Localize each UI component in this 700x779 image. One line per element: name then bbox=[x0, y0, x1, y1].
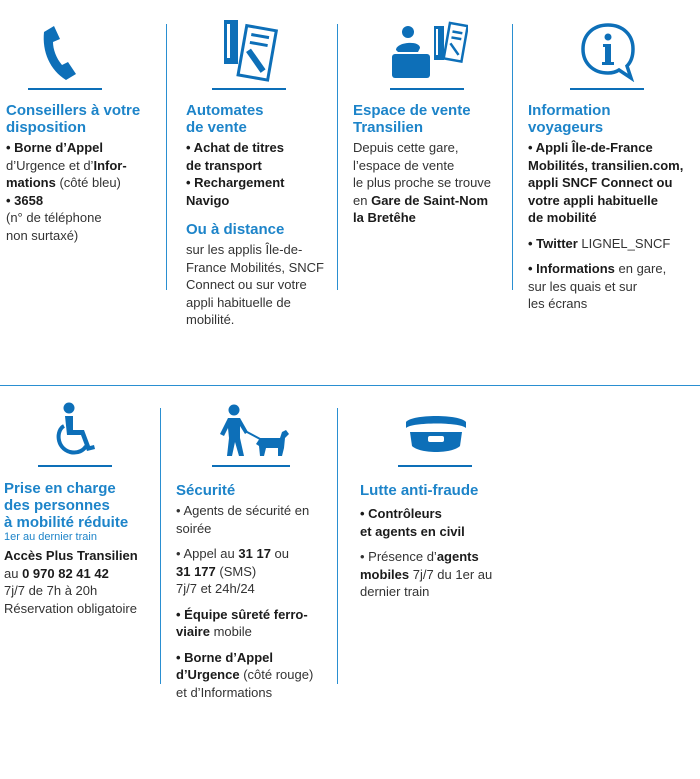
text-bold: d’Urgence bbox=[176, 667, 240, 682]
text-bold: de mobilité bbox=[528, 210, 597, 225]
text: en gare, bbox=[614, 261, 667, 276]
info-icon bbox=[579, 22, 637, 82]
section-divider bbox=[0, 385, 700, 386]
text: Réservation obligatoire bbox=[4, 600, 137, 616]
service-name: Accès Plus Transilien bbox=[4, 548, 138, 563]
text-bold: viaire bbox=[176, 624, 210, 639]
text: de vente bbox=[186, 119, 247, 136]
fraude-title: Lutte anti-fraude bbox=[360, 482, 479, 499]
text: sur les quais et sur bbox=[528, 278, 638, 294]
divider-bottom-2 bbox=[337, 408, 338, 684]
text-bold: • Borne d’Appel bbox=[176, 649, 273, 665]
text: 7j/7 du 1er au bbox=[409, 566, 493, 582]
text: Automates bbox=[186, 102, 264, 119]
phone-icon-underline bbox=[28, 88, 102, 90]
info-icon-underline bbox=[570, 88, 644, 90]
conseillers-title: Conseillers à votre disposition bbox=[6, 102, 141, 136]
ticket-machine-icon-underline bbox=[212, 88, 286, 90]
text-bold: Mobilités, transilien.com, bbox=[528, 157, 684, 173]
station-name: la Bretêhe bbox=[353, 210, 416, 225]
text: 7j/7 et 24h/24 bbox=[176, 581, 255, 596]
text: appli habituelle de bbox=[186, 294, 291, 310]
text: d’Urgence et d’ bbox=[6, 157, 94, 173]
text: voyageurs bbox=[528, 119, 604, 136]
text-bold: Navigo bbox=[186, 192, 230, 208]
information-title bbox=[528, 102, 700, 136]
text: (côté bleu) bbox=[55, 175, 121, 190]
text: (côté rouge) bbox=[239, 667, 314, 682]
text-bold: appli SNCF Connect ou bbox=[528, 175, 673, 190]
section-conseillers bbox=[6, 102, 164, 244]
phone-number: 31 17 bbox=[238, 546, 271, 561]
text: le plus proche se trouve bbox=[353, 175, 492, 190]
borne-appel-label: • Borne d’Appel bbox=[6, 140, 103, 155]
station-name: Gare de Saint-Nom bbox=[371, 192, 489, 208]
text-bold: • Informations bbox=[528, 261, 615, 276]
text: les écrans bbox=[528, 296, 588, 311]
section-securite bbox=[176, 482, 336, 701]
ticket-counter-icon bbox=[388, 18, 468, 84]
phone-number-3658: • 3658 bbox=[6, 192, 44, 208]
text: Information bbox=[528, 102, 611, 119]
phone-icon bbox=[40, 22, 86, 84]
section-information bbox=[528, 102, 700, 313]
twitter-label: • Twitter bbox=[528, 235, 578, 251]
text: l’espace de vente bbox=[353, 157, 455, 173]
text-bold: • Rechargement bbox=[186, 175, 285, 190]
guard-dog-icon-underline bbox=[212, 465, 290, 467]
text: mobile bbox=[209, 624, 252, 639]
text: France Mobilités, SNCF bbox=[186, 259, 324, 275]
divider-top-2 bbox=[337, 24, 338, 290]
text: Transilien bbox=[353, 119, 424, 136]
text-bold: • Appli Île-de-France bbox=[528, 140, 653, 155]
text-bold: • Équipe sûreté ferro- bbox=[176, 606, 308, 622]
espace-title bbox=[353, 102, 511, 136]
text-bold: de transport bbox=[186, 157, 262, 173]
mobilite-subtitle: 1er au dernier train bbox=[4, 531, 97, 543]
section-automates bbox=[186, 102, 336, 329]
text: • Appel au bbox=[176, 546, 239, 561]
wheelchair-icon-underline bbox=[38, 465, 112, 467]
text: soirée bbox=[176, 520, 212, 536]
text: 7j/7 de 7h à 20h bbox=[4, 583, 98, 598]
section-espace-vente bbox=[353, 102, 511, 227]
ticket-machine-icon bbox=[222, 18, 278, 84]
automates-title bbox=[186, 102, 336, 136]
text: en bbox=[353, 192, 372, 208]
text: Connect ou sur votre bbox=[186, 277, 307, 292]
text-bold: • Contrôleurs bbox=[360, 506, 442, 521]
text: non surtaxé) bbox=[6, 227, 79, 243]
wheelchair-icon bbox=[54, 402, 98, 460]
text: (SMS) bbox=[215, 563, 257, 579]
text-bold: agents bbox=[436, 549, 479, 564]
text-bold: votre appli habituelle bbox=[528, 192, 659, 208]
text: Espace de vente bbox=[353, 102, 471, 119]
text: au bbox=[4, 565, 23, 581]
text: Prise en charge bbox=[4, 480, 116, 497]
distance-title: Ou à distance bbox=[186, 221, 285, 238]
text: • Agents de sécurité en bbox=[176, 503, 310, 518]
text-bold: • Achat de titres bbox=[186, 140, 284, 155]
text: et d’Informations bbox=[176, 684, 273, 700]
securite-title: Sécurité bbox=[176, 482, 236, 499]
text-bold: mobiles bbox=[360, 566, 410, 582]
section-mobilite-reduite bbox=[4, 480, 160, 617]
text: ou bbox=[270, 546, 290, 561]
text: dernier train bbox=[360, 584, 430, 599]
text-bold: mations bbox=[6, 175, 56, 190]
sms-number: 31 177 bbox=[176, 563, 216, 579]
mobilite-title bbox=[4, 480, 160, 531]
phone-number: 0 970 82 41 42 bbox=[22, 565, 109, 581]
text: mobilité. bbox=[186, 312, 235, 327]
controller-cap-icon bbox=[402, 412, 470, 458]
controller-cap-icon-underline bbox=[398, 465, 472, 467]
ticket-counter-icon-underline bbox=[390, 88, 464, 90]
section-lutte-anti-fraude bbox=[360, 482, 540, 601]
divider-bottom-1 bbox=[160, 408, 161, 684]
divider-top-1 bbox=[166, 24, 167, 290]
text: Depuis cette gare, bbox=[353, 140, 459, 155]
divider-top-3 bbox=[512, 24, 513, 290]
text-bold: et agents en civil bbox=[360, 523, 465, 539]
text: des personnes bbox=[4, 497, 110, 514]
text-bold: Infor- bbox=[93, 157, 127, 173]
text: • Présence d’ bbox=[360, 549, 437, 564]
text: sur les applis Île-de- bbox=[186, 242, 303, 257]
guard-dog-icon bbox=[218, 404, 290, 458]
twitter-handle: LIGNEL_SNCF bbox=[577, 235, 671, 251]
text: à mobilité réduite bbox=[4, 514, 129, 531]
text: (n° de téléphone bbox=[6, 210, 102, 225]
